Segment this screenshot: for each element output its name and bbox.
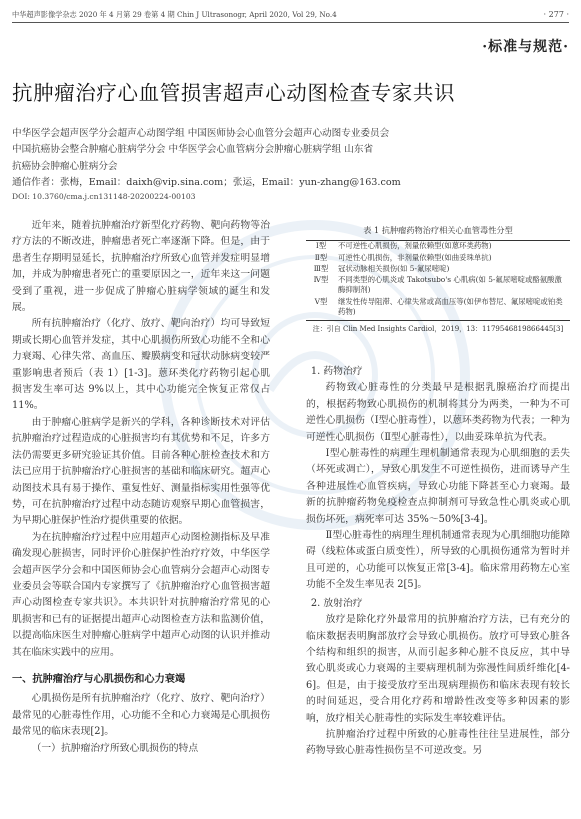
body-paragraph: 放疗是除化疗外最常用的抗肿瘤治疗方法，已有充分的临床数据表明胸部放疗会导致心肌损伤。放疗可导致心脏各个结构和组织的损害，从而引起多种心脏不良反应，其中导致心肌炎或心力衰竭的主要病理机制为弥漫性间质纤维化[4-6]。但是，由于接受放疗至出现病理损伤和临床表现有较长的时间延迟，受合用化疗药和增龄性改变等多种因素的影响，放疗相关心脏毒性的实际发生率较难评估。 (306, 614, 570, 724)
doi: DOI: 10.3760/cma.j.cn131148-20200224-00103 (12, 192, 196, 201)
table-cell-type: Ⅰ型 (306, 241, 336, 253)
author-line: 中国抗癌协会整合肿瘤心脏病学分会 中华医学会心血管病分会肿瘤心脏病学组 山东省 (12, 144, 374, 156)
subheading-radiotherapy: 2. 放射治疗 (310, 597, 363, 609)
body-paragraph: 心肌损伤是所有抗肿瘤治疗（化疗、放疗、靶向治疗）最常见的心脏毒性作用，心功能不全和心力衰竭是心肌损伤最常见的临床表现[2]。 (12, 693, 270, 738)
left-column (12, 218, 270, 757)
page-number: · 277 · (543, 10, 569, 19)
table-cell-type: Ⅱ型 (314, 252, 328, 262)
table-row (306, 241, 570, 253)
table-cell-desc: 可逆性心肌损伤，非剂量依赖型(如曲妥珠单抗) (338, 252, 492, 262)
table-row (306, 263, 570, 274)
journal-line: 中华超声影像学杂志 2020 年 4 月第 29 卷第 4 期 Chin J Ultrasonogr, April 2020, Vol 29, No.4 (12, 10, 337, 19)
body-paragraph: 为在抗肿瘤治疗过程中应用超声心动图检测指标及早准确发现心脏损害，同时评价心脏保护性治疗疗效，中华医学会超声医学分会和中国医师协会心血管病分会超声心动图专业委员会等联合国内专家撰写了《抗肿瘤治疗心血管损害超声心动图检查专家共识》。本共识针对抗肿瘤治疗常见的心肌损害和已有的证据提出超声心动图检查方法和监测价值，以提高临床医生对肿瘤心脏病学中超声心动图的认识并推动其在临床实践中的应用。 (12, 531, 270, 658)
table-cell-desc: 冠状动脉相关损伤(如 5-氟尿嘧啶) (338, 263, 450, 273)
table-cell-desc: 继发性传导阻滞、心律失常或高血压等(如伊布替尼、氟尿嘧啶或铂类药物) (336, 296, 570, 321)
subsection-heading: （一）抗肿瘤治疗所致心肌损伤的特点 (31, 742, 199, 754)
table-row (306, 275, 570, 297)
table-row (306, 296, 570, 321)
author-block (12, 126, 572, 192)
article-title: 抗肿瘤治疗心血管损害超声心动图检查专家共识 (12, 81, 456, 105)
body-paragraph: Ⅱ型心脏毒性的病理生理机制通常表现为心肌细胞功能障碍（线粒体或蛋白质变性），所导致的心肌损伤通常为暂时并且可逆的，心功能可以恢复正常[3-4]。临床常用药物左心室功能不全发生率见表 2[5]。 (306, 530, 570, 591)
body-paragraph: 近年来，随着抗肿瘤治疗新型化疗药物、靶向药物等治疗方法的不断改进，肿瘤患者死亡率逐渐下降。但是，由于患者生存期明显延长，抗肿瘤治疗所致心血管并发症明显增加，并成为肿瘤患者死亡的重要原因之一，近年来这一问题受到了重视，进一步促成了肿瘤心脏病学领域的诞生和发展。 (12, 220, 270, 314)
section-heading: 一、抗肿瘤治疗与心肌损伤和心力衰竭 (12, 672, 186, 685)
table-cell-type: Ⅴ型 (306, 296, 336, 321)
table-1 (306, 225, 570, 334)
table-cell-type: Ⅳ型 (313, 274, 329, 284)
running-header (12, 8, 569, 22)
section-label: ·标准与规范· (482, 39, 569, 55)
table-title: 表 1 抗肿瘤药物治疗相关心血管毒性分型 (363, 225, 513, 235)
body-paragraph: 所有抗肿瘤治疗（化疗、放疗、靶向治疗）均可导致短期或长期心血管并发症，其中心肌损伤所致心功能不全和心力衰竭、心律失常、高血压、瓣膜病变和冠状动脉病变较严重影响患者预后（表 1）[1-3]。蒽环类化疗药物引起心肌损害发生率可达 9%以上，其中心功能完全恢复正常仅占 11%。 (12, 318, 270, 412)
table-cell-type: Ⅲ型 (313, 263, 329, 273)
body-paragraph: 由于肿瘤心脏病学是新兴的学科，各种诊断技术对评估抗肿瘤治疗过程造成的心脏损害均有其优势和不足，许多方法仍需要更多研究验证其价值。目前各种心脏检查技术和方法已应用于抗肿瘤治疗心脏损害的基础和临床研究。超声心动图技术具有易于操作、重复性好、测量指标实用性强等优势，可在抗肿瘤治疗过程中动态随访观察早期心血管损害，为早期心脏保护性治疗提供重要的依据。 (12, 416, 270, 527)
body-paragraph: 抗肿瘤治疗过程中所致的心脏毒性往往呈进展性，部分药物导致心脏毒性损伤呈不可逆改变。另 (306, 728, 570, 757)
table-row (306, 252, 570, 263)
table-note: 注：引自 Clin Med Insights Cardiol，2019，13：1179546819866445[3] (312, 325, 564, 334)
author-line: 抗癌协会肿瘤心脏病分会 (12, 160, 118, 172)
table-cell-desc: 不可逆性心肌损伤，剂量依赖型(如蒽环类药物) (336, 241, 570, 253)
body-paragraph: Ⅰ型心脏毒性的病理生理机制通常表现为心肌细胞的丢失（坏死或凋亡），导致心肌发生不可逆性损伤，进而诱导产生各种进展性心血管疾病，导致心功能下降甚至心力衰竭。最新的抗肿瘤药物免疫检查点抑制剂可导致急性心肌炎或心肌损伤坏死，病死率可达 35%～50%[3-4]。 (306, 448, 570, 525)
header-rule (12, 22, 569, 23)
toxicity-table (306, 240, 570, 321)
subheading-drug-therapy: 1. 药物治疗 (310, 366, 363, 377)
corresponding-author: 通信作者：张梅，Email：daixh@vip.sina.com；张运，Email：yun-zhang@163.com (12, 177, 401, 189)
table-cell-desc: 不同类型的心肌炎或 Takotsubo's 心肌病(如 5-氟尿嘧啶或酪氨酸激酶抑制剂) (338, 274, 562, 295)
author-line: 中华医学会超声医学分会超声心动图学组 中国医师协会心血管分会超声心动图专业委员会 (12, 128, 390, 139)
right-column (306, 362, 570, 760)
body-paragraph: 药物致心脏毒性的分类最早是根据乳腺癌治疗而提出的，根据药物致心肌损伤的机制将其分为两类，一种为不可逆性心肌损伤（Ⅰ型心脏毒性），以蒽环类药物为代表；一种为可逆性心肌损伤（Ⅱ型心脏毒性），以曲妥珠单抗为代表。 (306, 382, 570, 443)
